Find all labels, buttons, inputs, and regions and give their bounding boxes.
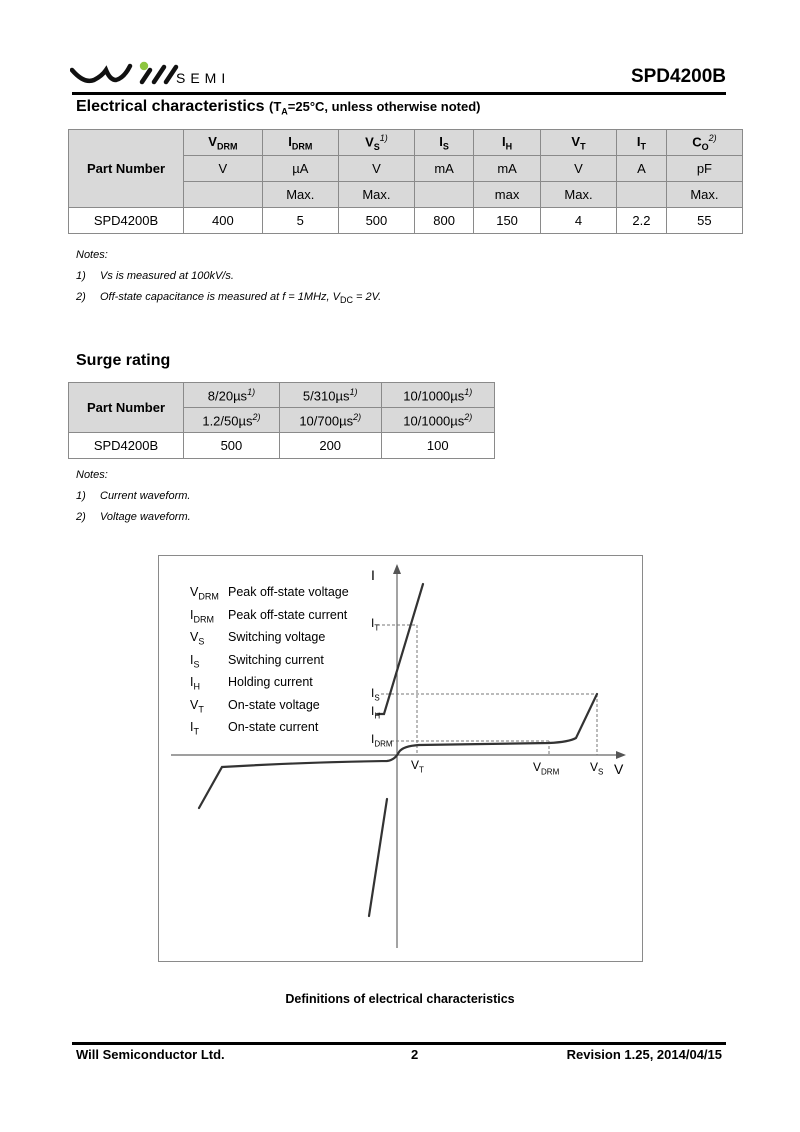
col-header: $V_S^{1)}$ xyxy=(338,130,414,156)
surge-table xyxy=(68,382,495,459)
col-header: $V_T$ xyxy=(540,130,616,156)
waveform-header: 5/310µs$^{1)}$ xyxy=(279,383,381,408)
unit-cell: pF xyxy=(666,156,742,182)
limit-cell: Max. xyxy=(338,182,414,208)
unit-cell: µA xyxy=(262,156,338,182)
value-cell: 2.2 xyxy=(617,208,667,234)
value-cell: 800 xyxy=(414,208,473,234)
col-header: $V_{DRM}$ xyxy=(184,130,263,156)
limit-cell: Max. xyxy=(666,182,742,208)
label-is: $I_S$ xyxy=(371,686,380,703)
col-header: $I_{DRM}$ xyxy=(262,130,338,156)
waveform-header: 10/1000µs$^{1)}$ xyxy=(381,383,494,408)
legend-item: $I_S$ Switching current xyxy=(190,652,324,669)
note-item: 1) Vs is measured at 100kV/s. xyxy=(76,270,234,282)
value-cell: 500 xyxy=(184,433,280,459)
waveform-header: 8/20µs$^{1)}$ xyxy=(184,383,280,408)
table-header-row xyxy=(69,130,743,156)
value-cell: 200 xyxy=(279,433,381,459)
label-ih: $I_H$ xyxy=(371,704,381,721)
waveform-header: 10/1000µs$^{2)}$ xyxy=(381,408,494,433)
figure-caption: Definitions of electrical characteristics xyxy=(285,992,515,1006)
legend-item: $V_S$ Switching voltage xyxy=(190,630,326,647)
label-it: $I_T$ xyxy=(371,616,380,633)
value-cell: 100 xyxy=(381,433,494,459)
part-number-title: SPD4200B xyxy=(630,66,726,87)
unit-cell: A xyxy=(617,156,667,182)
footer-revision: Revision 1.25, 2014/04/15 xyxy=(566,1047,722,1062)
electrical-notes xyxy=(76,249,381,312)
table-row xyxy=(69,433,495,459)
col-header: $C_O^{2)}$ xyxy=(666,130,742,156)
value-cell: 150 xyxy=(474,208,541,234)
part-number-header: Part Number xyxy=(69,383,184,433)
table-row xyxy=(69,208,743,234)
limit-cell: max xyxy=(474,182,541,208)
col-header: $I_T$ xyxy=(617,130,667,156)
condition-text: ($T_A=25^\circ C$, unless otherwise noted) xyxy=(269,99,481,117)
col-header: $I_H$ xyxy=(474,130,541,156)
limit-cell xyxy=(184,182,263,208)
current-waveform-row xyxy=(69,383,495,408)
part-number-header: Part Number xyxy=(69,130,184,208)
value-cell: 500 xyxy=(338,208,414,234)
footer-page-number: 2 xyxy=(411,1047,419,1062)
axis-y-label: I xyxy=(371,567,375,583)
legend-item: $I_T$ On-state current xyxy=(190,720,319,737)
limit-cell: Max. xyxy=(540,182,616,208)
iv-characteristic-figure xyxy=(158,555,643,962)
electrical-table xyxy=(68,129,743,234)
electrical-section-title xyxy=(76,98,480,117)
part-cell: SPD4200B xyxy=(69,208,184,234)
axis-x-label: V xyxy=(614,761,624,777)
legend-item: $V_{DRM}$ Peak off-state voltage xyxy=(190,585,349,602)
legend-item: $I_{DRM}$ Peak off-state current xyxy=(190,607,348,624)
notes-title: Notes: xyxy=(76,469,108,481)
label-vs: $V_S$ xyxy=(590,760,604,777)
section-title-text: Electrical characteristics xyxy=(76,98,265,115)
unit-cell: V xyxy=(540,156,616,182)
legend-item: $I_H$ Holding current xyxy=(190,675,313,692)
value-cell: 4 xyxy=(540,208,616,234)
header-divider xyxy=(72,92,726,95)
value-cell: 400 xyxy=(184,208,263,234)
iv-curve-negative-onstate xyxy=(369,799,387,916)
notes-title: Notes: xyxy=(76,249,108,261)
limit-cell xyxy=(617,182,667,208)
unit-cell: mA xyxy=(474,156,541,182)
unit-cell: V xyxy=(184,156,263,182)
note-item: 2) Voltage waveform. xyxy=(76,511,191,523)
unit-cell: V xyxy=(338,156,414,182)
limit-cell: Max. xyxy=(262,182,338,208)
label-vdrm: $V_{DRM}$ xyxy=(533,760,560,777)
limit-cell xyxy=(414,182,473,208)
note-item: 1) Current waveform. xyxy=(76,490,191,502)
label-idrm: $I_{DRM}$ xyxy=(371,732,393,749)
brand-text: SEMI xyxy=(176,70,231,86)
label-vt: $V_T$ xyxy=(411,758,424,775)
footer-company: Will Semiconductor Ltd. xyxy=(76,1047,225,1062)
value-cell: 5 xyxy=(262,208,338,234)
figure-legend xyxy=(190,585,349,743)
unit-cell: mA xyxy=(414,156,473,182)
col-header: $I_S$ xyxy=(414,130,473,156)
footer-divider xyxy=(72,1042,726,1045)
note-item: 2) Off-state capacitance is measured at f = 1MHz, $V_{DC} = 2V$. xyxy=(76,291,382,306)
surge-section-title: Surge rating xyxy=(76,352,171,369)
value-cell: 55 xyxy=(666,208,742,234)
surge-notes xyxy=(76,469,191,532)
waveform-header: 1.2/50µs$^{2)}$ xyxy=(184,408,280,433)
part-cell: SPD4200B xyxy=(69,433,184,459)
waveform-header: 10/700µs$^{2)}$ xyxy=(279,408,381,433)
legend-item: $V_T$ On-state voltage xyxy=(190,697,320,714)
